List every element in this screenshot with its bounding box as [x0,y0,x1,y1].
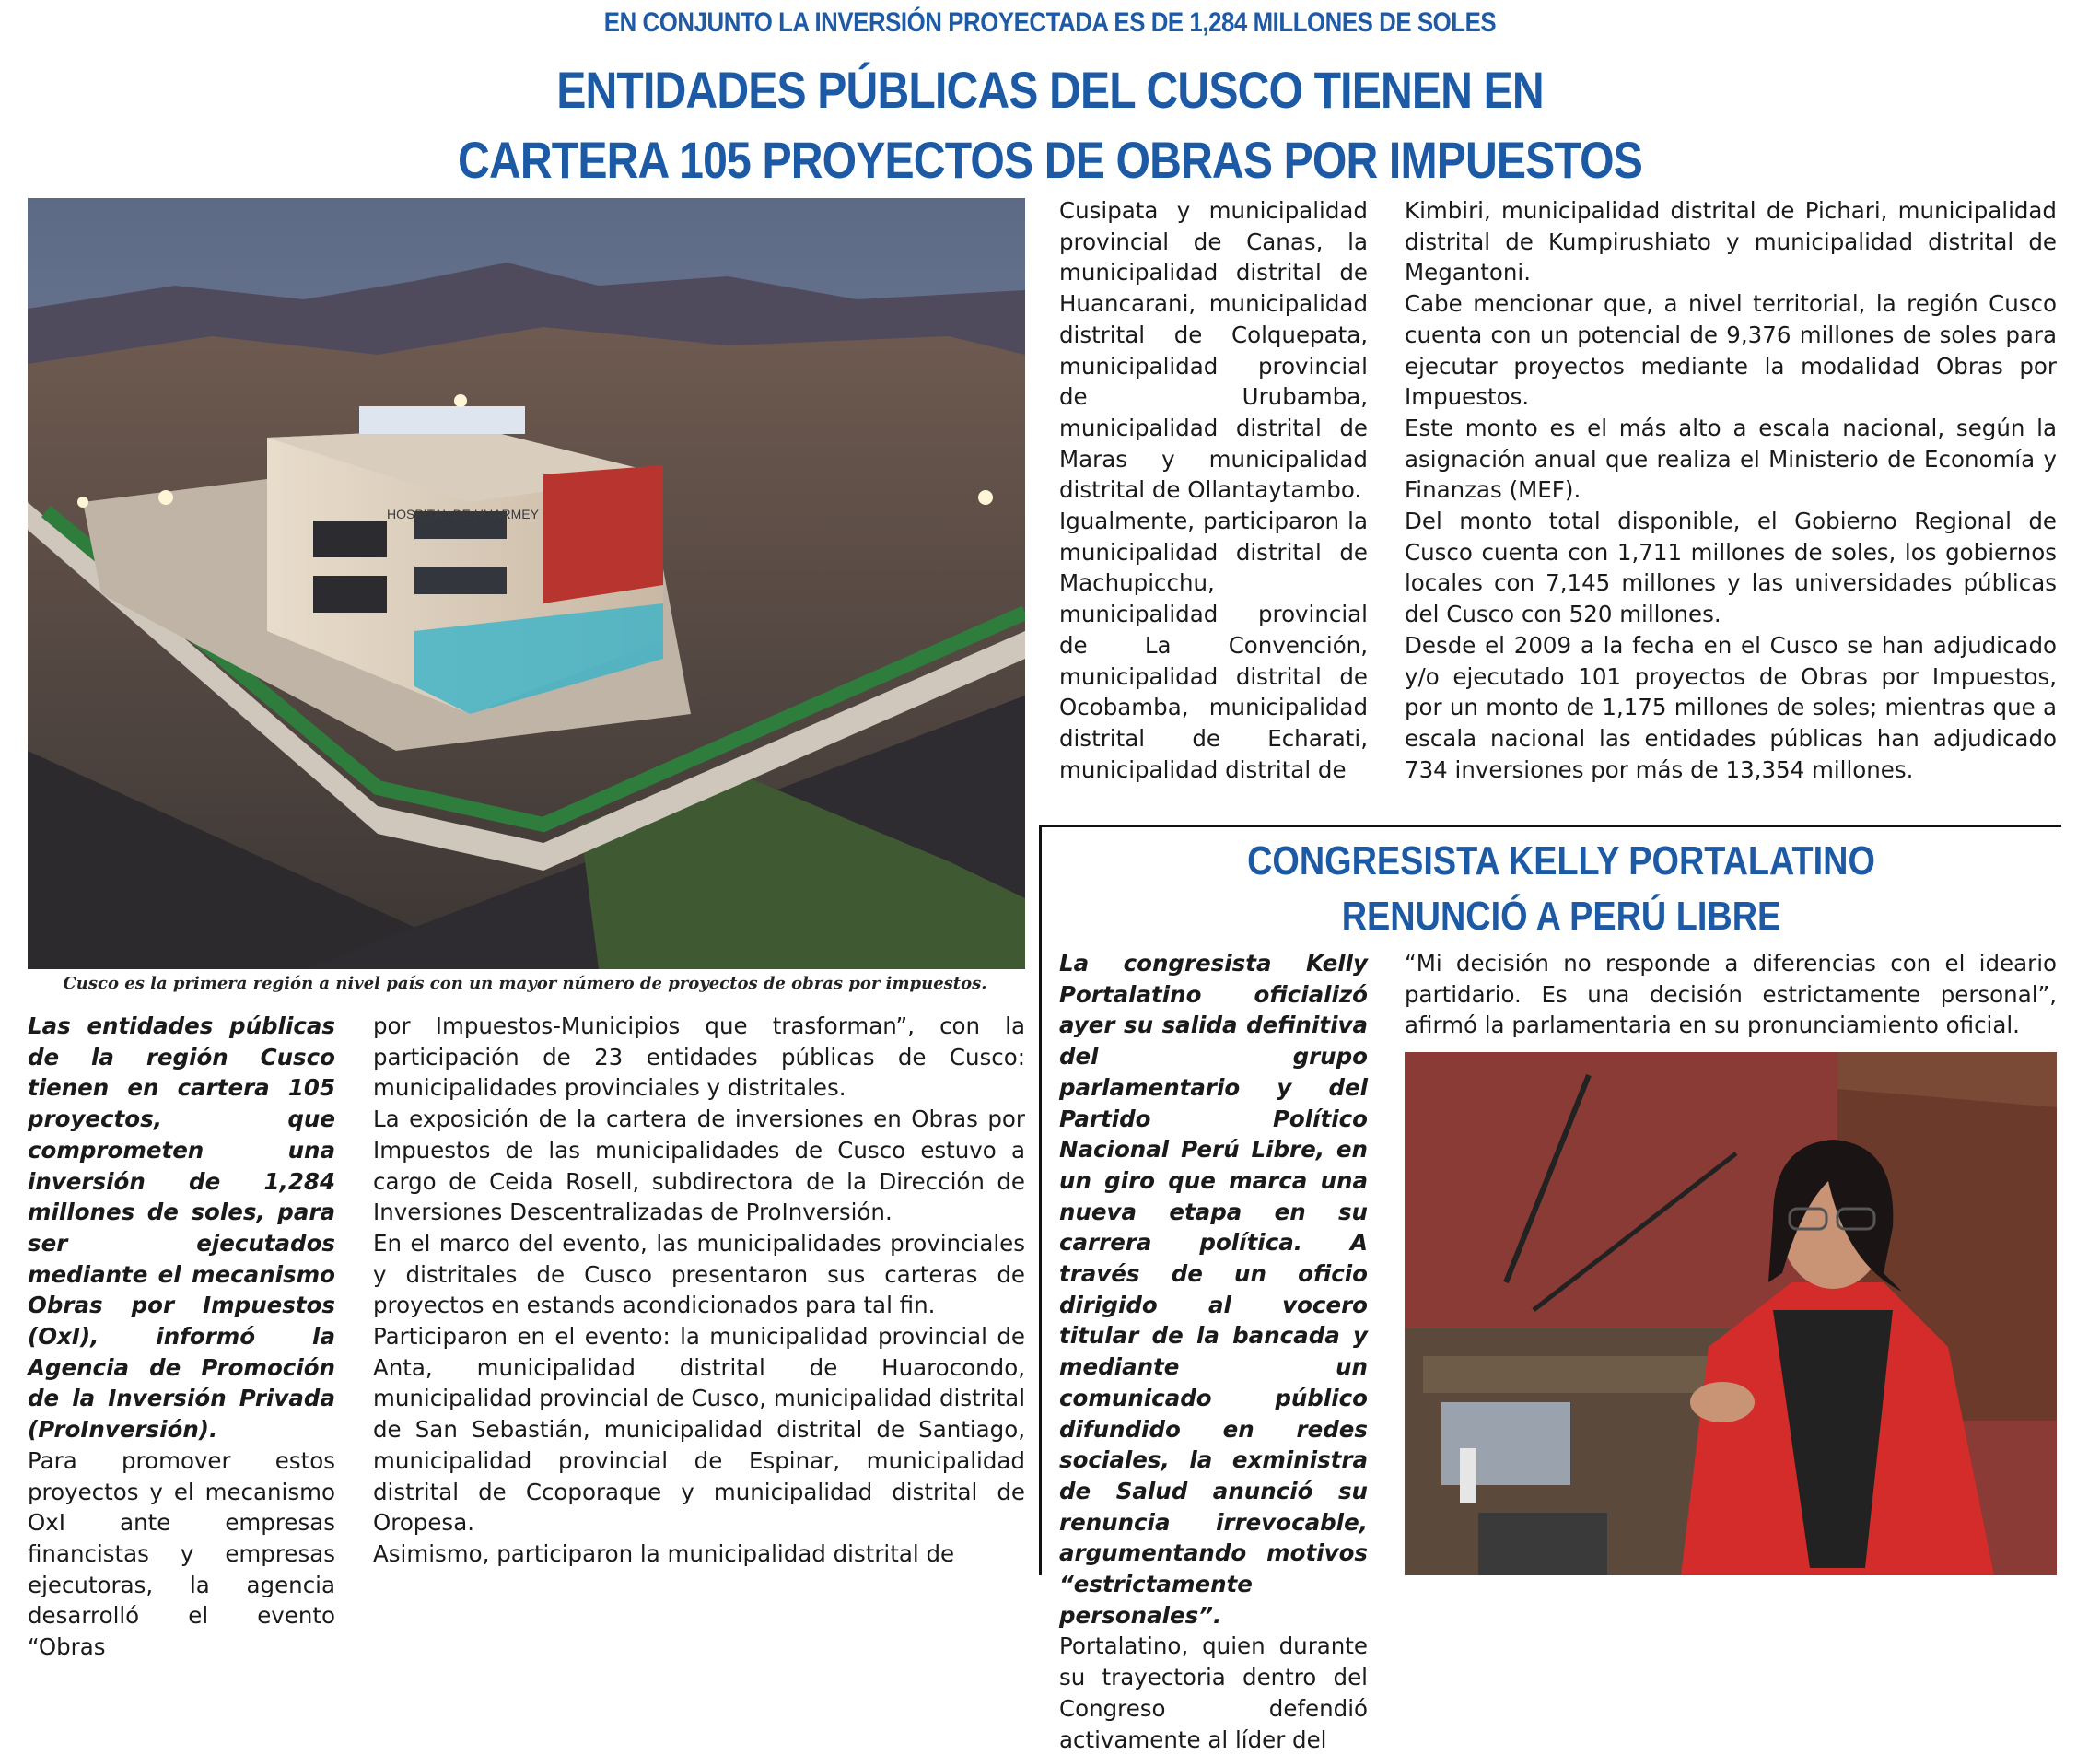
column-1 [28,1011,335,1663]
paragraph: Este monto es el más alto a escala nacional, según la asignación anual que realiza el Ministerio de Economía y Finanzas (MEF). [1405,414,2057,504]
column-4 [1405,195,2057,785]
kicker: EN CONJUNTO LA INVERSIÓN PROYECTADA ES DE 1,284 MILLONES DE SOLES [603,7,1497,38]
column-3 [1059,195,1368,785]
lead-paragraph: La congresista Kelly Portalatino oficializó ayer su salida definitiva del grupo parlamentario y del Partido Político Nacional Perú Libre, en un giro que marca una nueva etapa en su carrera política. A través de un oficio dirigido al vocero titular de la bancada y mediante un comunicado público difundido en redes sociales, la exministra de Salud anunció su renuncia irrevocable, argumentando motivos “estrictamente personales”. [1059,950,1368,1629]
congresswoman-photo [1405,1052,2057,1575]
paragraph: Para promover estos proyectos y el mecanismo OxI ante empresas financistas y empresas ejecutoras, la agencia desarrolló el evento “Obras [28,1446,335,1661]
paragraph: Desde el 2009 a la fecha en el Cusco se han adjudicado y/o ejecutado 101 proyectos de Obras por Impuestos, por un monto de 1,175 millones de soles; mientras que a escala nacional las entidades públicas han adjudicado 734 inversiones por más de 13,354 millones. [1405,631,2057,783]
hospital-sign: HOSPITAL DE HUARMEY [387,507,539,521]
paragraph: Kimbiri, municipalidad distrital de Pichari, municipalidad distrital de Kumpirushiato y municipalidad distrital de Megantoni. [1405,197,2057,287]
headline-line-1: ENTIDADES PÚBLICAS DEL CUSCO TIENEN EN [556,61,1544,119]
article-2-headline-line-2: RENUNCIÓ A PERÚ LIBRE [1341,894,1781,939]
section-divider [1039,825,2061,827]
paragraph: Portalatino, quien durante su trayectoria dentro del Congreso defendió activamente al líder del [1059,1632,1368,1753]
paragraph: En el marco del evento, las municipalidades provinciales y distritales de Cusco presentaron sus carteras de proyectos en estands acondicionados para tal fin. [373,1229,1025,1319]
column-divider [1039,825,1042,1575]
photo-caption: Cusco es la primera región a nivel país con un mayor número de proyectos de obras por impuestos. [63,974,987,993]
paragraph: Cusipata y municipalidad provincial de Canas, la municipalidad distrital de Huancarani, municipalidad distrital de Colquepata, municipalidad provincial de Urubamba, municipalidad distrital de Maras y municipalidad distrital de Ollantaytambo. [1059,197,1368,504]
paragraph: Participaron en el evento: la municipalidad provincial de Anta, municipalidad distrital de Huarocondo, municipalidad provincial de Cusco, municipalidad distrital de San Sebastián, municipalidad distrital de Santiago, municipalidad provincial de Espinar, municipalidad distrital de Ccoporaque y municipalidad distrital de Oropesa. [373,1323,1025,1537]
article-2-column-2 [1405,948,2057,1041]
article-2-headline-line-1: CONGRESISTA KELLY PORTALATINO [1247,838,1875,883]
paragraph: Cabe mencionar que, a nivel territorial, la región Cusco cuenta con un potencial de 9,376 millones de soles para ejecutar proyectos mediante la modalidad Obras por Impuestos. [1405,290,2057,411]
column-2 [373,1011,1025,1570]
article-2-column-1 [1059,948,1368,1755]
paragraph: Asimismo, participaron la municipalidad distrital de [373,1539,955,1567]
paragraph: Igualmente, participaron la municipalidad distrital de Machupicchu, municipalidad provincial de La Convención, municipalidad distrital de Ocobamba, municipalidad distrital de Echarati, municipalidad distrital de [1059,508,1368,783]
quote-paragraph: “Mi decisión no responde a diferencias con el ideario partidario. Es una decisión estrictamente personal”, afirmó la parlamentaria en su pronunciamiento oficial. [1405,950,2057,1039]
paragraph: Del monto total disponible, el Gobierno Regional de Cusco cuenta con 1,711 millones de soles, los gobiernos locales con 7,145 millones y las universidades públicas del Cusco con 520 millones. [1405,508,2057,628]
lead-paragraph: Las entidades públicas de la región Cusco tienen en cartera 105 proyectos, que comprometen una inversión de 1,284 millones de soles, para ser ejecutados mediante el mecanismo Obras por Impuestos (OxI), informó la Agencia de Promoción de la Inversión Privada (ProInversión). [28,1012,335,1444]
headline-line-2: CARTERA 105 PROYECTOS DE OBRAS POR IMPUESTOS [458,131,1642,189]
hospital-photo [28,198,1025,969]
paragraph: por Impuestos-Municipios que trasforman”, con la participación de 23 entidades públicas de Cusco: municipalidades provinciales y distritales. [373,1012,1025,1102]
paragraph: La exposición de la cartera de inversiones en Obras por Impuestos de las municipalidades de Cusco estuvo a cargo de Ceida Rosell, subdirectora de la Dirección de Inversiones Descentralizadas de ProInversión. [373,1106,1025,1226]
